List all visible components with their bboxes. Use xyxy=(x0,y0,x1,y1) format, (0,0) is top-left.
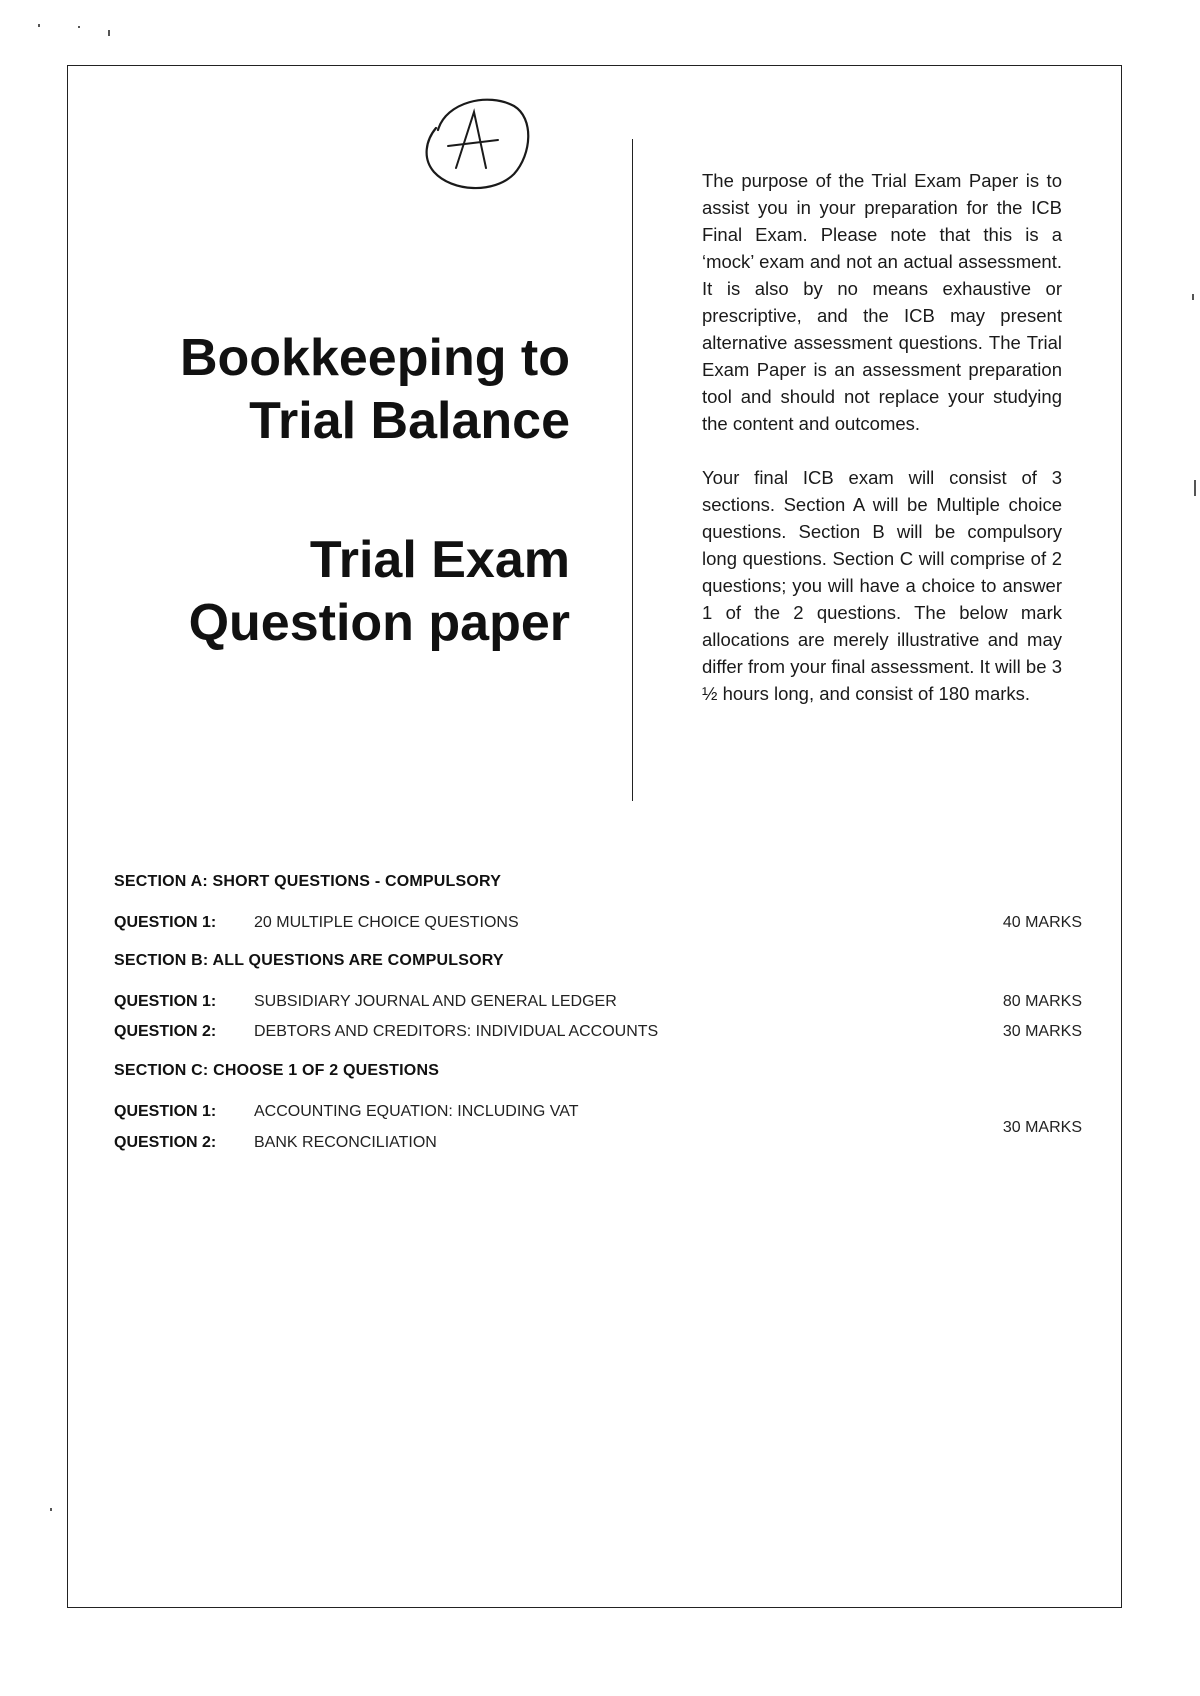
intro-text xyxy=(702,167,1062,734)
question-title: BANK RECONCILIATION xyxy=(254,1134,437,1151)
scan-speck xyxy=(108,30,110,36)
question-marks: 40 MARKS xyxy=(1002,914,1082,931)
title-line: Bookkeeping to xyxy=(179,329,570,387)
question-title: SUBSIDIARY JOURNAL AND GENERAL LEDGER xyxy=(254,993,617,1010)
scan-speck xyxy=(1192,294,1194,300)
scan-speck xyxy=(78,26,80,28)
scan-speck xyxy=(50,1508,52,1511)
intro-paragraph: The purpose of the Trial Exam Paper is to assist you in your preparation for the ICB Final Exam. Please note that this is a ‘mock’ exam and not an actual assessment. It is also by no means exhaustive or prescriptive, and the ICB may present alternative assessment questions. The Trial Exam Paper is an assessment preparation tool and should not replace your studying the content and outcomes. xyxy=(702,170,1062,434)
section-c-heading: SECTION C: CHOOSE 1 OF 2 QUESTIONS xyxy=(114,1062,440,1079)
question-label: QUESTION 1: xyxy=(114,1103,217,1120)
question-label: QUESTION 1: xyxy=(114,993,217,1010)
document-title xyxy=(90,327,570,453)
title-line: Trial Exam xyxy=(309,531,570,589)
scan-speck xyxy=(1194,480,1196,496)
scan-speck xyxy=(38,24,40,27)
question-label: QUESTION 1: xyxy=(114,914,217,931)
question-title: 20 MULTIPLE CHOICE QUESTIONS xyxy=(254,914,519,931)
handwritten-circled-letter xyxy=(418,88,536,198)
question-label: QUESTION 2: xyxy=(114,1023,217,1040)
section-b-heading: SECTION B: ALL QUESTIONS ARE COMPULSORY xyxy=(114,952,504,969)
question-label: QUESTION 2: xyxy=(114,1134,217,1151)
title-line: Trial Balance xyxy=(249,392,570,450)
title-line: Question paper xyxy=(188,594,570,652)
question-marks: 80 MARKS xyxy=(1002,993,1082,1010)
column-divider xyxy=(632,139,633,801)
question-marks: 30 MARKS xyxy=(1002,1119,1082,1136)
document-subtitle xyxy=(90,529,570,655)
question-title: DEBTORS AND CREDITORS: INDIVIDUAL ACCOUNTS xyxy=(254,1023,659,1040)
question-title: ACCOUNTING EQUATION: INCLUDING VAT xyxy=(254,1103,579,1120)
intro-paragraph: Your final ICB exam will consist of 3 sections. Section A will be Multiple choice questions. Section B will be compulsory long questions. Section C will comprise of 2 questions; you will have a choice to answer 1 of the 2 questions. The below mark allocations are merely illustrative and may differ from your final assessment. It will be 3 ½ hours long, and consist of 180 marks. xyxy=(702,467,1062,704)
section-a-heading: SECTION A: SHORT QUESTIONS - COMPULSORY xyxy=(114,873,502,890)
question-marks: 30 MARKS xyxy=(1002,1023,1082,1040)
